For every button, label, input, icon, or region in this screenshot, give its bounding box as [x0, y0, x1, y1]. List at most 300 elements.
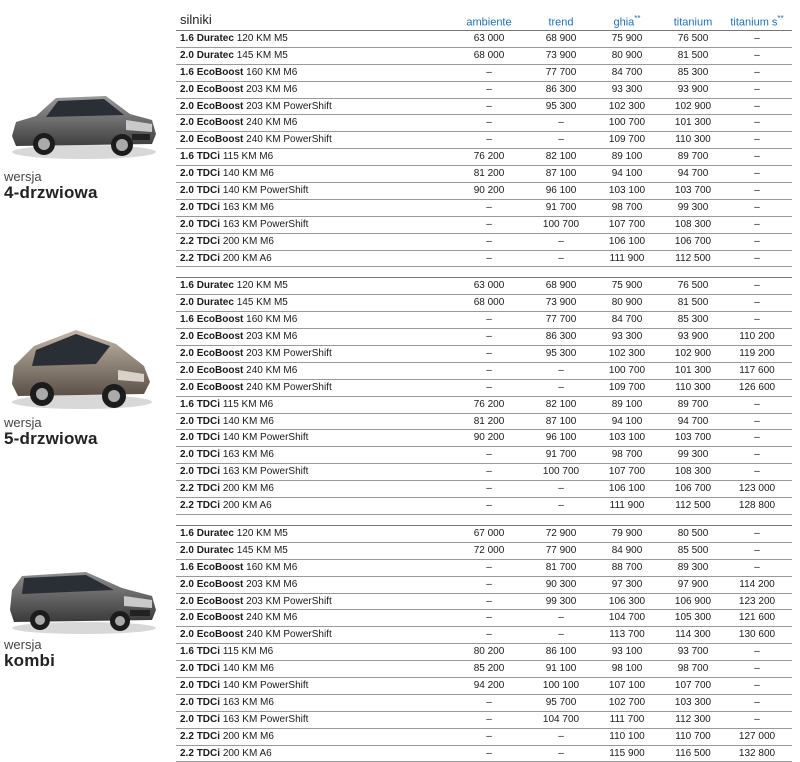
price-cell: 93 700: [677, 646, 709, 658]
table-row: [176, 447, 792, 464]
price-cell: –: [486, 348, 492, 360]
price-cell: 90 200: [473, 185, 505, 197]
engine-name: 2.2 TDCi 200 KM A6: [180, 500, 272, 512]
price-cell: –: [754, 83, 760, 95]
price-cell: –: [754, 663, 760, 675]
engine-name: 2.0 TDCi 140 KM M6: [180, 663, 274, 675]
table-row: [176, 251, 792, 268]
engine-name: 2.0 TDCi 163 KM PowerShift: [180, 218, 309, 230]
table-row: [176, 48, 792, 65]
price-cell: 100 700: [542, 218, 580, 230]
price-cell: 116 500: [675, 747, 711, 759]
price-cell: 97 900: [677, 578, 709, 590]
price-cell: 77 900: [545, 544, 577, 556]
sedan-car-image: [6, 86, 158, 162]
price-cell: –: [486, 696, 492, 708]
price-cell: 86 300: [545, 331, 577, 343]
engine-name: 2.0 TDCi 163 KM PowerShift: [180, 713, 309, 725]
price-cell: 107 700: [608, 466, 646, 478]
price-cell: 100 100: [542, 679, 580, 691]
table-row: [176, 132, 792, 149]
price-cell: 99 300: [545, 595, 577, 607]
price-cell: 76 200: [473, 398, 505, 410]
table-row: [176, 610, 792, 627]
engines-header: silniki: [180, 12, 212, 27]
price-cell: 98 700: [611, 449, 643, 461]
table-row: [176, 166, 792, 183]
price-cell: –: [486, 252, 492, 264]
table-row: [176, 65, 792, 82]
table-row: [176, 363, 792, 380]
price-cell: 93 300: [611, 331, 643, 343]
engine-name: 2.0 TDCi 163 KM PowerShift: [180, 466, 309, 478]
price-cell: –: [558, 612, 564, 624]
price-cell: 97 300: [611, 578, 643, 590]
price-cell: 123 000: [738, 483, 776, 495]
price-cell: 76 500: [677, 33, 709, 44]
price-cell: 93 900: [677, 331, 709, 343]
price-cell: 82 100: [545, 398, 577, 410]
price-cell: 68 900: [545, 33, 577, 44]
price-cell: 110 100: [609, 730, 645, 742]
price-cell: 89 100: [611, 151, 643, 163]
price-cell: 80 500: [677, 527, 709, 539]
engine-name: 2.2 TDCi 200 KM A6: [180, 252, 272, 264]
price-cell: 75 900: [611, 280, 643, 292]
price-cell: –: [754, 201, 760, 213]
price-cell: 107 700: [674, 679, 712, 691]
column-header: ambiente: [466, 16, 512, 29]
price-cell: 76 500: [677, 280, 709, 292]
price-cell: –: [486, 449, 492, 461]
table-row: [176, 414, 792, 431]
variant-small-text: wersja: [4, 415, 42, 430]
price-cell: –: [754, 100, 760, 112]
price-cell: –: [486, 83, 492, 95]
table-row: [176, 149, 792, 166]
price-cell: 63 000: [473, 33, 505, 44]
price-cell: –: [754, 151, 760, 163]
engine-name: 2.0 EcoBoost 203 KM PowerShift: [180, 595, 332, 607]
engine-name: 1.6 Duratec 120 KM M5: [180, 280, 288, 292]
price-cell: 112 300: [675, 713, 711, 725]
price-cell: –: [486, 578, 492, 590]
price-cell: 103 100: [608, 432, 646, 444]
engine-name: 2.0 EcoBoost 240 KM PowerShift: [180, 134, 332, 146]
engine-name: 2.2 TDCi 200 KM M6: [180, 483, 274, 495]
engine-name: 2.0 Duratec 145 KM M5: [180, 544, 288, 556]
table-row: [176, 746, 792, 762]
price-cell: 119 200: [739, 348, 775, 360]
price-cell: 80 200: [473, 646, 505, 658]
price-cell: 113 700: [609, 629, 645, 641]
price-cell: 93 100: [611, 646, 643, 658]
engine-name: 2.0 TDCi 140 KM PowerShift: [180, 679, 309, 691]
column-header: trend: [548, 16, 574, 29]
table-row: [176, 430, 792, 447]
table-row: [176, 729, 792, 746]
price-cell: –: [486, 235, 492, 247]
price-cell: 94 700: [677, 168, 709, 180]
estate-car-image: [6, 568, 158, 636]
price-cell: 130 600: [738, 629, 776, 641]
table-row: [176, 115, 792, 132]
price-cell: –: [558, 252, 564, 264]
table-row: [176, 234, 792, 251]
price-cell: 77 700: [545, 66, 577, 78]
price-cell: –: [754, 415, 760, 427]
price-cell: 106 700: [674, 235, 712, 247]
price-cell: 111 900: [609, 500, 645, 512]
engine-name: 1.6 EcoBoost 160 KM M6: [180, 561, 298, 573]
price-cell: 108 300: [674, 466, 712, 478]
price-cell: 127 000: [738, 730, 776, 742]
price-cell: 67 000: [473, 527, 505, 539]
price-cell: –: [754, 544, 760, 556]
price-cell: 95 300: [545, 100, 577, 112]
table-row: [176, 543, 792, 560]
engine-name: 2.0 EcoBoost 240 KM M6: [180, 612, 298, 624]
price-cell: 88 700: [611, 561, 643, 573]
price-cell: 102 900: [674, 348, 712, 360]
table-header: [176, 6, 792, 31]
table-row: [176, 464, 792, 481]
price-cell: 91 100: [545, 663, 577, 675]
engine-name: 2.0 Duratec 145 KM M5: [180, 297, 288, 309]
price-cell: 107 100: [608, 679, 646, 691]
price-cell: 110 300: [675, 134, 711, 146]
table-row: [176, 200, 792, 217]
price-cell: 110 200: [739, 331, 775, 343]
price-cell: 102 900: [674, 100, 712, 112]
price-cell: –: [754, 185, 760, 197]
engine-name: 2.2 TDCi 200 KM A6: [180, 747, 272, 759]
engine-name: 2.0 Duratec 145 KM M5: [180, 49, 288, 61]
price-cell: –: [558, 730, 564, 742]
column-header: titanium: [673, 16, 713, 29]
price-cell: –: [754, 297, 760, 309]
column-header: ghia**: [613, 14, 641, 29]
price-cell: 106 700: [674, 483, 712, 495]
price-cell: 73 900: [545, 297, 577, 309]
price-cell: –: [486, 483, 492, 495]
price-cell: 95 300: [545, 348, 577, 360]
price-cell: –: [754, 117, 760, 129]
variant-small-text: wersja: [4, 637, 42, 652]
variant-label-4door: [4, 170, 98, 201]
price-cell: –: [558, 381, 564, 393]
price-cell: 114 200: [739, 578, 775, 590]
price-cell: –: [754, 449, 760, 461]
table-row: [176, 312, 792, 329]
price-cell: –: [486, 747, 492, 759]
price-cell: –: [486, 201, 492, 213]
engine-name: 2.0 TDCi 140 KM M6: [180, 168, 274, 180]
price-cell: 96 100: [545, 432, 577, 444]
variant-label-5door: [4, 416, 98, 447]
price-cell: 109 700: [608, 134, 646, 146]
price-cell: 108 300: [674, 218, 712, 230]
variant-name: 5-drzwiowa: [4, 428, 98, 448]
price-cell: –: [754, 49, 760, 61]
price-cell: –: [754, 134, 760, 146]
engine-name: 2.0 TDCi 163 KM M6: [180, 201, 274, 213]
engine-name: 2.0 EcoBoost 240 KM PowerShift: [180, 629, 332, 641]
table-row: [176, 295, 792, 312]
price-cell: 102 300: [608, 348, 646, 360]
price-cell: –: [754, 679, 760, 691]
price-cell: 89 300: [677, 561, 709, 573]
price-cell: 93 900: [677, 83, 709, 95]
price-cell: 81 700: [545, 561, 577, 573]
table-row: [176, 31, 792, 48]
price-cell: –: [558, 117, 564, 129]
price-cell: –: [486, 331, 492, 343]
engine-name: 2.0 TDCi 140 KM M6: [180, 415, 274, 427]
price-cell: 102 300: [608, 100, 646, 112]
price-cell: –: [486, 66, 492, 78]
price-cell: 89 700: [677, 151, 709, 163]
table-row: [176, 627, 792, 644]
price-cell: 103 700: [674, 432, 712, 444]
table-row: [176, 695, 792, 712]
price-cell: 91 700: [545, 201, 577, 213]
table-row: [176, 183, 792, 200]
engine-name: 2.2 TDCi 200 KM M6: [180, 730, 274, 742]
variant-name: 4-drzwiowa: [4, 182, 98, 202]
price-cell: 94 700: [677, 415, 709, 427]
table-row: [176, 278, 792, 295]
price-cell: 89 100: [611, 398, 643, 410]
price-cell: 112 500: [675, 252, 711, 264]
engine-name: 1.6 EcoBoost 160 KM M6: [180, 66, 298, 78]
price-cell: 110 700: [675, 730, 711, 742]
price-cell: 77 700: [545, 314, 577, 326]
variant-small-text: wersja: [4, 169, 42, 184]
hatchback-car-image: [6, 326, 158, 412]
price-cell: 95 700: [545, 696, 577, 708]
price-cell: –: [754, 527, 760, 539]
section-4door: [176, 31, 792, 267]
price-cell: 126 600: [738, 381, 776, 393]
engine-name: 2.0 EcoBoost 240 KM M6: [180, 364, 298, 376]
price-cell: –: [486, 218, 492, 230]
price-cell: –: [486, 100, 492, 112]
table-row: [176, 346, 792, 363]
price-cell: –: [486, 500, 492, 512]
table-row: [176, 481, 792, 498]
price-cell: 87 100: [545, 415, 577, 427]
price-cell: –: [754, 713, 760, 725]
price-cell: –: [486, 466, 492, 478]
price-cell: 103 100: [608, 185, 646, 197]
table-row: [176, 712, 792, 729]
price-cell: 85 300: [677, 66, 709, 78]
price-cell: 72 900: [545, 527, 577, 539]
price-cell: –: [486, 629, 492, 641]
price-cell: 104 700: [608, 612, 646, 624]
price-cell: 111 900: [609, 252, 645, 264]
price-cell: 132 800: [738, 747, 776, 759]
engine-name: 2.0 TDCi 163 KM M6: [180, 449, 274, 461]
price-cell: –: [754, 398, 760, 410]
price-cell: 81 500: [677, 49, 709, 61]
price-cell: 90 200: [473, 432, 505, 444]
price-cell: 81 200: [473, 415, 505, 427]
price-cell: 81 500: [677, 297, 709, 309]
price-cell: –: [754, 235, 760, 247]
engine-name: 2.0 TDCi 140 KM PowerShift: [180, 185, 309, 197]
price-cell: 114 300: [675, 629, 711, 641]
price-cell: 85 500: [677, 544, 709, 556]
price-cell: 101 300: [674, 117, 712, 129]
price-cell: 99 300: [677, 201, 709, 213]
price-cell: 87 100: [545, 168, 577, 180]
table-row: [176, 380, 792, 397]
price-cell: 123 200: [738, 595, 776, 607]
price-cell: –: [486, 381, 492, 393]
price-table: [176, 6, 792, 762]
price-cell: 90 300: [545, 578, 577, 590]
price-cell: –: [558, 134, 564, 146]
price-cell: 96 100: [545, 185, 577, 197]
price-cell: –: [486, 364, 492, 376]
sidebar: [0, 0, 175, 731]
price-cell: 91 700: [545, 449, 577, 461]
price-cell: 93 300: [611, 83, 643, 95]
column-header: titanium s**: [730, 14, 784, 29]
price-cell: –: [754, 432, 760, 444]
price-cell: –: [486, 713, 492, 725]
price-cell: –: [558, 364, 564, 376]
price-cell: –: [754, 561, 760, 573]
price-cell: 85 200: [473, 663, 505, 675]
price-cell: 84 900: [611, 544, 643, 556]
price-cell: –: [754, 168, 760, 180]
price-cell: –: [558, 235, 564, 247]
price-cell: –: [486, 595, 492, 607]
variant-label-kombi: [4, 638, 55, 669]
price-cell: –: [754, 66, 760, 78]
table-row: [176, 577, 792, 594]
price-cell: 121 600: [738, 612, 776, 624]
price-cell: 105 300: [674, 612, 712, 624]
price-cell: 100 700: [608, 364, 646, 376]
price-cell: 94 100: [611, 168, 643, 180]
price-cell: 115 900: [609, 747, 645, 759]
price-cell: 128 800: [738, 500, 776, 512]
price-cell: 106 100: [608, 235, 646, 247]
table-row: [176, 397, 792, 414]
price-cell: –: [486, 730, 492, 742]
variant-name: kombi: [4, 650, 56, 670]
price-cell: 98 100: [611, 663, 643, 675]
price-cell: –: [558, 500, 564, 512]
price-cell: 68 000: [473, 297, 505, 309]
price-cell: 86 100: [545, 646, 577, 658]
price-cell: 68 900: [545, 280, 577, 292]
price-cell: 112 500: [675, 500, 711, 512]
price-cell: 72 000: [473, 544, 505, 556]
table-row: [176, 661, 792, 678]
table-row: [176, 594, 792, 611]
price-cell: 111 700: [609, 713, 645, 725]
price-cell: 106 100: [608, 483, 646, 495]
table-row: [176, 82, 792, 99]
price-cell: –: [486, 134, 492, 146]
price-cell: 80 900: [611, 49, 643, 61]
price-cell: –: [754, 466, 760, 478]
price-cell: 98 700: [677, 663, 709, 675]
price-cell: –: [558, 483, 564, 495]
price-cell: –: [486, 561, 492, 573]
engine-name: 2.0 EcoBoost 203 KM M6: [180, 83, 298, 95]
price-cell: 81 200: [473, 168, 505, 180]
engine-name: 1.6 TDCi 115 KM M6: [180, 151, 274, 163]
table-row: [176, 644, 792, 661]
price-cell: 103 700: [674, 185, 712, 197]
price-cell: 100 700: [542, 466, 580, 478]
price-cell: 79 900: [611, 527, 643, 539]
engine-name: 1.6 Duratec 120 KM M5: [180, 527, 288, 539]
price-cell: –: [754, 646, 760, 658]
price-cell: 98 700: [611, 201, 643, 213]
engine-name: 1.6 Duratec 120 KM M5: [180, 33, 288, 44]
table-row: [176, 678, 792, 695]
engine-name: 2.0 EcoBoost 203 KM M6: [180, 331, 298, 343]
section-kombi: [176, 525, 792, 762]
price-cell: 106 300: [608, 595, 646, 607]
price-cell: 80 900: [611, 297, 643, 309]
table-row: [176, 526, 792, 543]
price-cell: 73 900: [545, 49, 577, 61]
price-cell: 117 600: [739, 364, 775, 376]
price-cell: 82 100: [545, 151, 577, 163]
engine-name: 2.0 TDCi 163 KM M6: [180, 696, 274, 708]
price-cell: 110 300: [675, 381, 711, 393]
price-cell: 107 700: [608, 218, 646, 230]
table-row: [176, 498, 792, 515]
table-row: [176, 329, 792, 346]
table-row: [176, 560, 792, 577]
price-cell: 106 900: [674, 595, 712, 607]
price-cell: –: [754, 252, 760, 264]
price-cell: –: [486, 314, 492, 326]
price-cell: 101 300: [674, 364, 712, 376]
table-row: [176, 217, 792, 234]
price-cell: 89 700: [677, 398, 709, 410]
price-cell: –: [754, 696, 760, 708]
engine-name: 1.6 EcoBoost 160 KM M6: [180, 314, 298, 326]
price-cell: –: [754, 314, 760, 326]
engine-name: 1.6 TDCi 115 KM M6: [180, 398, 274, 410]
engine-name: 1.6 TDCi 115 KM M6: [180, 646, 274, 658]
price-cell: –: [754, 280, 760, 292]
engine-name: 2.0 TDCi 140 KM PowerShift: [180, 432, 309, 444]
engine-name: 2.0 EcoBoost 240 KM M6: [180, 117, 298, 129]
price-cell: –: [558, 747, 564, 759]
price-cell: 85 300: [677, 314, 709, 326]
price-cell: 104 700: [542, 713, 580, 725]
price-cell: –: [486, 117, 492, 129]
price-cell: –: [754, 33, 760, 44]
price-cell: –: [558, 629, 564, 641]
engine-name: 2.0 EcoBoost 203 KM PowerShift: [180, 348, 332, 360]
price-cell: 94 200: [473, 679, 505, 691]
price-cell: –: [486, 612, 492, 624]
engine-name: 2.0 EcoBoost 203 KM M6: [180, 578, 298, 590]
price-cell: 84 700: [611, 66, 643, 78]
